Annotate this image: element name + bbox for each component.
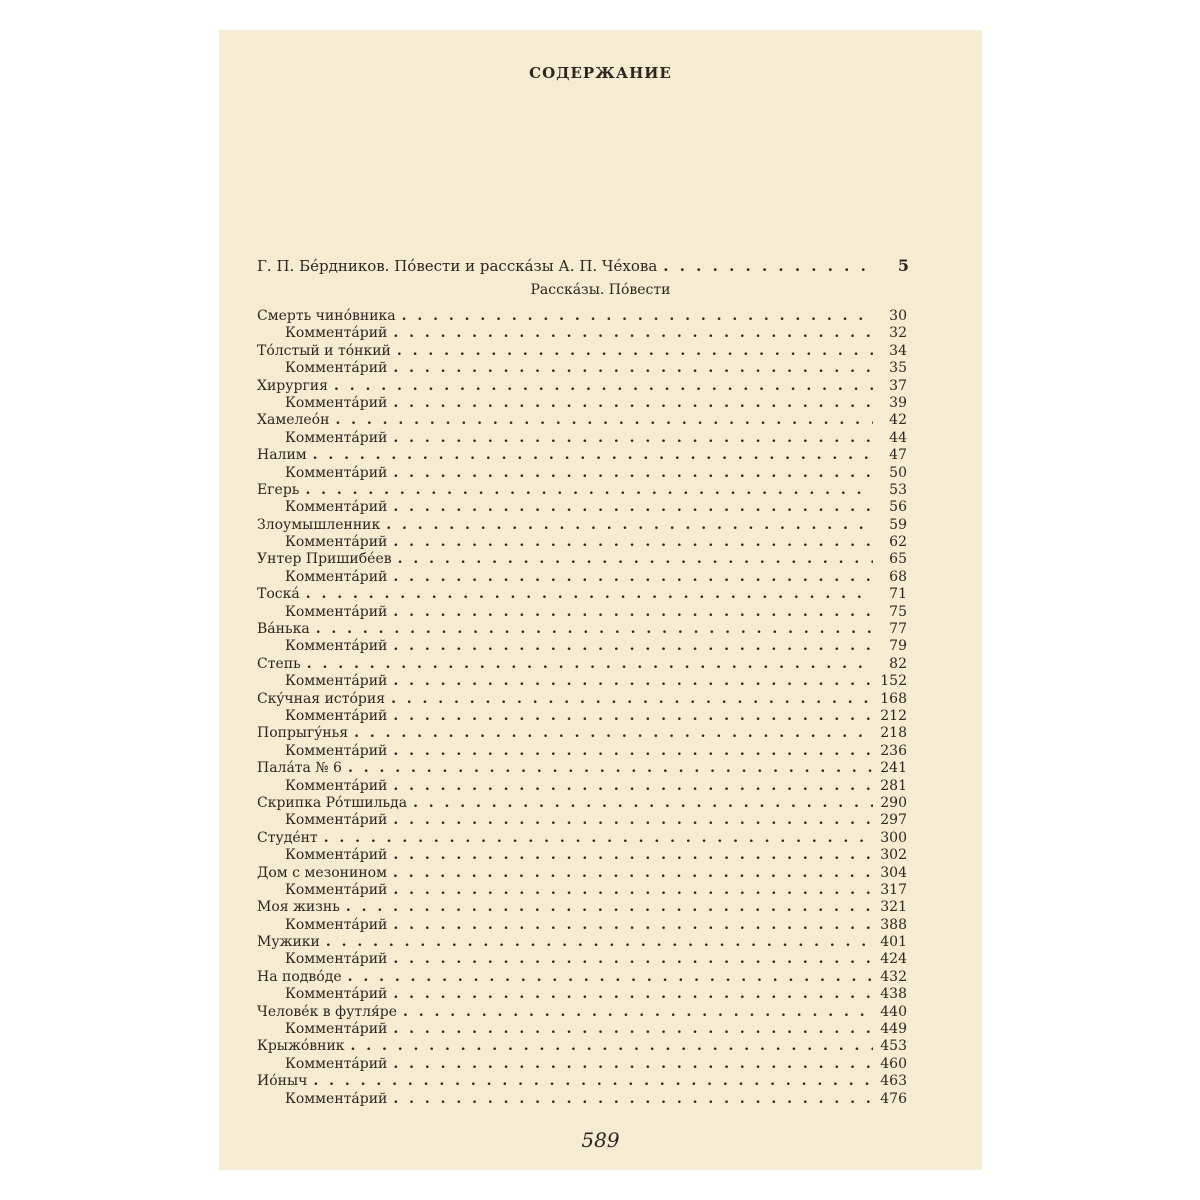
toc-page-number: 424 [880, 951, 907, 968]
toc-page-number: 75 [889, 603, 907, 620]
leader-dots [393, 1056, 873, 1073]
toc-entry-label: Хирургия [257, 377, 328, 394]
toc-entry-row [257, 899, 907, 916]
leader-dots [348, 760, 873, 777]
leader-dots [393, 1021, 873, 1038]
intro-label: Г. П. Бéрдников. Пóвести и расскáзы А. П. Чéхова [257, 257, 658, 275]
toc-page-number: 35 [889, 360, 907, 377]
toc-commentary-row [257, 882, 907, 899]
toc-page-number: 449 [880, 1021, 907, 1038]
toc-entry-label: Палáта № 6 [257, 760, 342, 777]
toc-page-number: 77 [889, 621, 907, 638]
toc-page-number: 82 [889, 655, 907, 672]
leader-dots [313, 447, 873, 464]
toc-page-number: 438 [880, 986, 907, 1003]
toc-page-number: 37 [889, 377, 907, 394]
toc-entry-row [257, 656, 907, 673]
leader-dots [393, 882, 873, 899]
toc-entry-label: Крыжóвник [257, 1038, 345, 1055]
leader-dots [663, 257, 875, 275]
toc-entry-row [257, 378, 907, 395]
leader-dots [316, 621, 873, 638]
toc-entry-label: На подвóде [257, 968, 342, 985]
toc-entry-label: Комментáрий [285, 881, 388, 898]
leader-dots [393, 465, 873, 482]
leader-dots [393, 743, 873, 760]
leader-dots [398, 551, 873, 568]
toc-page-number: 152 [880, 673, 907, 690]
leader-dots [306, 586, 873, 603]
toc-page-number: 42 [889, 412, 907, 429]
toc-commentary-row [257, 499, 907, 516]
toc-entry-label: Студéнт [257, 829, 318, 846]
toc-commentary-row [257, 778, 907, 795]
toc-entry-label: Комментáрий [285, 360, 388, 377]
leader-dots [393, 604, 873, 621]
toc-entry-label: Комментáрий [285, 1090, 388, 1107]
leader-dots [393, 430, 873, 447]
toc-commentary-row [257, 1021, 907, 1038]
toc-entry-label: Комментáрий [285, 1055, 388, 1072]
toc-page-number: 50 [889, 464, 907, 481]
toc-commentary-row [257, 951, 907, 968]
toc-entry-label: Комментáрий [285, 847, 388, 864]
toc-entry-row [257, 586, 907, 603]
toc-commentary-row [257, 325, 907, 342]
toc-entry-label: Иóныч [257, 1073, 308, 1090]
toc-page-number: 65 [889, 551, 907, 568]
toc-entry-label: Егерь [257, 481, 300, 498]
section-heading: Расскáзы. Пóвести [530, 282, 671, 298]
toc-entry-label: Комментáрий [285, 707, 388, 724]
toc-entry-row [257, 308, 907, 325]
toc-entry-label: Комментáрий [285, 499, 388, 516]
toc-page-number: 321 [880, 899, 907, 916]
toc-entry-label: Комментáрий [285, 325, 388, 342]
toc-entry-label: Тóлстый и тóнкий [257, 342, 391, 359]
toc-commentary-row [257, 534, 907, 551]
leader-dots [393, 569, 873, 586]
toc-entry-label: Комментáрий [285, 986, 388, 1003]
leader-dots [402, 308, 873, 325]
toc-entry-row [257, 934, 907, 951]
toc-entry-row [257, 830, 907, 847]
toc-page-number: 32 [889, 325, 907, 342]
toc-page-number: 236 [880, 742, 907, 759]
toc-page-number: 281 [880, 777, 907, 794]
toc-page-number: 476 [880, 1090, 907, 1107]
leader-dots [393, 917, 873, 934]
leader-dots [393, 812, 873, 829]
leader-dots [391, 691, 873, 708]
leader-dots [393, 325, 873, 342]
toc-entry-label: Моя жизнь [257, 899, 340, 916]
toc-commentary-row [257, 1091, 907, 1108]
toc-entry-label: Комментáрий [285, 429, 388, 446]
toc-page-number: 53 [889, 481, 907, 498]
toc-commentary-row [257, 847, 907, 864]
toc-commentary-row [257, 673, 907, 690]
toc-entry-label: Налим [257, 447, 307, 464]
toc-entry-row [257, 447, 907, 464]
toc-page-number: 317 [880, 881, 907, 898]
toc-entry-label: Вáнька [257, 621, 310, 638]
toc-entry-row [257, 412, 907, 429]
toc-page-number: 300 [880, 829, 907, 846]
toc-page-number: 30 [889, 308, 907, 324]
intro-page-number: 5 [897, 256, 909, 275]
toc-entry-label: Комментáрий [285, 638, 388, 655]
leader-dots [346, 899, 873, 916]
toc-entry-row [257, 795, 907, 812]
toc-entry-row [257, 969, 907, 986]
toc-commentary-row [257, 395, 907, 412]
toc-page-number: 79 [889, 638, 907, 655]
toc-entry-label: Комментáрий [285, 603, 388, 620]
leader-dots [305, 482, 873, 499]
toc-page-number: 463 [880, 1073, 907, 1090]
toc-page-number: 62 [889, 534, 907, 551]
toc-commentary-row [257, 604, 907, 621]
toc-entry-label: Смерть чинóвника [257, 308, 396, 324]
leader-dots [393, 1091, 873, 1108]
toc-page-number: 47 [889, 447, 907, 464]
toc-page-number: 241 [880, 760, 907, 777]
leader-dots [393, 708, 873, 725]
page-title: СОДЕРЖАНИЕ [529, 64, 672, 82]
toc-commentary-row [257, 743, 907, 760]
toc-entry-row [257, 760, 907, 777]
toc-page-number: 297 [880, 812, 907, 829]
toc-entry-label: Скýчная истóрия [257, 690, 386, 707]
toc-entry-row [257, 551, 907, 568]
toc-entry-row [257, 691, 907, 708]
toc-entry-label: Комментáрий [285, 568, 388, 585]
toc-page-number: 212 [880, 707, 907, 724]
toc-entry-label: Хамелеóн [257, 412, 330, 429]
toc-page-number: 39 [889, 394, 907, 411]
book-page [219, 30, 982, 1170]
toc-list [257, 308, 907, 1108]
leader-dots [393, 673, 873, 690]
toc-commentary-row [257, 465, 907, 482]
leader-dots [324, 830, 873, 847]
toc-entry-row [257, 343, 907, 360]
leader-dots [393, 865, 873, 882]
toc-page-number: 68 [889, 568, 907, 585]
leader-dots [393, 395, 873, 412]
toc-page-number: 56 [889, 499, 907, 516]
leader-dots [351, 1038, 873, 1055]
toc-page-number: 34 [889, 342, 907, 359]
leader-dots [313, 1073, 873, 1090]
leader-dots [393, 499, 873, 516]
toc-entry-label: Мужики [257, 934, 320, 951]
toc-page-number: 304 [880, 864, 907, 881]
toc-commentary-row [257, 917, 907, 934]
toc-entry-label: Унтер Пришибéев [257, 551, 392, 568]
toc-commentary-row [257, 638, 907, 655]
toc-page-number: 59 [889, 516, 907, 533]
toc-entry-label: Злоумышленник [257, 516, 381, 533]
toc-page-number: 440 [880, 1003, 907, 1020]
toc-entry-label: Комментáрий [285, 534, 388, 551]
toc-page-number: 453 [880, 1038, 907, 1055]
toc-entry-label: Комментáрий [285, 464, 388, 481]
intro-entry [257, 257, 909, 275]
toc-entry-label: Комментáрий [285, 673, 388, 690]
toc-commentary-row [257, 1056, 907, 1073]
toc-entry-label: Тоскá [257, 586, 300, 603]
toc-page-number: 290 [880, 794, 907, 811]
toc-page-number: 388 [880, 916, 907, 933]
leader-dots [403, 1004, 873, 1021]
toc-entry-row [257, 1038, 907, 1055]
toc-page-number: 71 [889, 586, 907, 603]
toc-entry-label: Степь [257, 655, 301, 672]
leader-dots [335, 412, 873, 429]
leader-dots [393, 638, 873, 655]
leader-dots [386, 517, 873, 534]
toc-page-number: 44 [889, 429, 907, 446]
toc-entry-row [257, 1004, 907, 1021]
toc-page-number: 460 [880, 1055, 907, 1072]
toc-entry-row [257, 725, 907, 742]
toc-entry-row [257, 1073, 907, 1090]
leader-dots [393, 778, 873, 795]
leader-dots [393, 534, 873, 551]
toc-entry-label: Комментáрий [285, 742, 388, 759]
leader-dots [393, 847, 873, 864]
toc-entry-label: Комментáрий [285, 916, 388, 933]
toc-page-number: 401 [880, 934, 907, 951]
page-number: 589 [581, 1128, 620, 1152]
leader-dots [393, 951, 873, 968]
toc-commentary-row [257, 569, 907, 586]
toc-page-number: 432 [880, 968, 907, 985]
leader-dots [393, 360, 873, 377]
toc-commentary-row [257, 986, 907, 1003]
toc-page-number: 218 [880, 725, 907, 742]
toc-commentary-row [257, 812, 907, 829]
toc-commentary-row [257, 360, 907, 377]
toc-entry-label: Комментáрий [285, 1021, 388, 1038]
toc-commentary-row [257, 430, 907, 447]
toc-entry-label: Комментáрий [285, 394, 388, 411]
toc-entry-label: Человéк в футля́ре [257, 1003, 398, 1020]
toc-entry-label: Комментáрий [285, 951, 388, 968]
toc-entry-label: Дом с мезонином [257, 864, 387, 881]
toc-entry-label: Скрипка Рóтшильда [257, 794, 408, 811]
toc-entry-row [257, 517, 907, 534]
leader-dots [397, 343, 873, 360]
toc-commentary-row [257, 708, 907, 725]
leader-dots [326, 934, 873, 951]
leader-dots [354, 725, 873, 742]
toc-page-number: 302 [880, 847, 907, 864]
toc-entry-label: Попрыгýнья [257, 725, 349, 742]
leader-dots [307, 656, 873, 673]
toc-entry-label: Комментáрий [285, 777, 388, 794]
toc-entry-row [257, 482, 907, 499]
toc-entry-label: Комментáрий [285, 812, 388, 829]
toc-page-number: 168 [880, 690, 907, 707]
toc-entry-row [257, 865, 907, 882]
leader-dots [393, 986, 873, 1003]
leader-dots [334, 378, 873, 395]
toc-entry-row [257, 621, 907, 638]
leader-dots [413, 795, 873, 812]
leader-dots [348, 969, 873, 986]
